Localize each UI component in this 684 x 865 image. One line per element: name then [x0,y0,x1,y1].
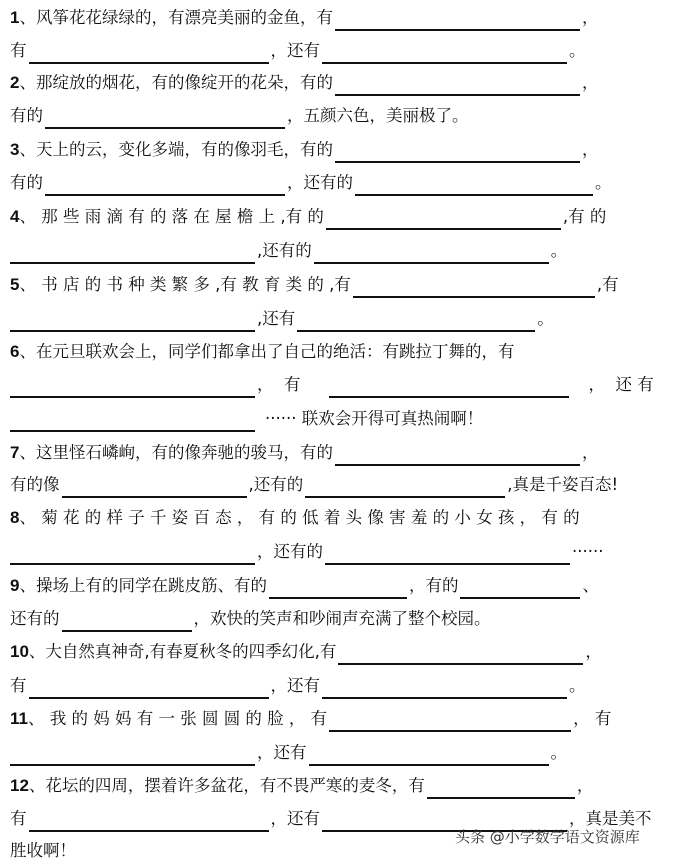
watermark: 头条 @小学数学语文资源库 [455,828,640,846]
answer-blank[interactable] [329,710,571,732]
answer-blank[interactable] [326,208,561,230]
answer-blank[interactable] [322,677,567,699]
answer-blank[interactable] [305,476,505,498]
question-text: 。 [537,309,554,328]
question-6-line-2 [10,372,672,398]
question-text: 。 [595,173,612,192]
answer-blank[interactable] [338,643,583,665]
question-text: 有的 [10,173,43,192]
answer-blank[interactable] [62,610,192,632]
question-text: ， [581,73,599,92]
question-text: 、 我 的 妈 妈 有 一 张 圆 圆 的 脸 ， 有 [27,709,328,728]
question-10-line-1 [10,639,672,665]
question-5-line-1 [10,272,672,298]
question-9-line-2 [10,606,672,632]
answer-blank[interactable] [29,810,269,832]
answer-blank[interactable] [45,107,285,129]
question-text: ，还有 [270,809,320,828]
question-2-line-1 [10,70,672,96]
question-text: ,有 [596,275,619,294]
question-text: ,有 的 [562,207,607,226]
question-text: 有的 [10,106,43,125]
question-text: 、那绽放的烟花，有的像绽开的花朵，有的 [19,73,333,92]
question-4-line-1 [10,204,672,230]
answer-blank[interactable] [427,777,575,799]
question-number: 8 [10,508,20,527]
question-text: 有的像 [10,475,60,494]
question-5-line-2 [10,306,672,332]
question-number: 2 [10,73,20,92]
question-text: ,还有的 [257,241,312,260]
question-number: 6 [10,342,20,361]
question-text: ，真是美不 [569,809,652,828]
question-3-line-1 [10,137,672,163]
question-text: 、大自然真神奇,有春夏秋冬的四季幻化,有 [28,642,337,661]
question-text: 、 菊 花 的 样 子 千 姿 百 态 ， 有 的 低 着 头 像 害 羞 的 小 女 孩 ， 有 的 [19,508,580,527]
question-text: ，还有 [270,676,320,695]
answer-blank[interactable] [45,174,285,196]
question-text: ,还有的 [248,475,304,494]
answer-blank[interactable] [10,744,255,766]
question-text: 、这里怪石嶙峋，有的像奔驰的骏马，有的 [19,443,333,462]
question-2-line-2 [10,103,672,129]
question-text: ，五颜六色，美丽极了。 [287,106,469,125]
answer-blank[interactable] [355,174,593,196]
question-text: ,还有 [257,309,296,328]
answer-blank[interactable] [29,677,269,699]
question-text: 、 [582,576,599,595]
question-text: ， [581,8,599,27]
answer-blank[interactable] [335,74,580,96]
question-number: 7 [10,443,20,462]
question-text: 、操场上有的同学在跳皮筋、有的 [19,576,267,595]
question-text: ，还有的 [257,542,323,561]
question-text: ，有的 [408,576,459,595]
answer-blank[interactable] [353,276,595,298]
question-text: 、 那 些 雨 滴 有 的 落 在 屋 檐 上 ,有 的 [19,207,324,226]
question-text: ， [576,776,594,795]
question-text: ，欢快的笑声和吵闹声充满了整个校园。 [193,609,491,628]
question-text: 还有的 [10,609,60,628]
question-text: ······ 联欢会开得可真热闹啊！ [265,409,484,428]
question-number: 9 [10,576,20,595]
question-text: ······ [572,542,604,561]
question-text: ， [585,642,602,661]
answer-blank[interactable] [329,376,569,398]
question-4-line-2 [10,238,672,264]
question-text: 、天上的云，变化多端，有的像羽毛，有的 [19,140,333,159]
question-7-line-2 [10,472,672,498]
question-text: ，还有的 [287,173,353,192]
answer-blank[interactable] [62,476,247,498]
question-1-line-1 [10,5,672,31]
question-text: ， 有 [257,375,301,394]
answer-blank[interactable] [335,444,580,466]
answer-blank[interactable] [10,543,255,565]
question-text: 、在元旦联欢会上，同学们都拿出了自己的绝活：有跳拉丁舞的，有 [19,342,515,361]
question-text: 有 [10,809,27,828]
question-text: 胜收啊！ [10,841,76,860]
answer-blank[interactable] [314,242,549,264]
question-text: ，还有 [257,743,307,762]
question-9-line-1 [10,573,672,599]
question-11-line-2 [10,740,672,766]
question-number: 10 [10,642,29,661]
question-number: 12 [10,776,29,795]
question-7-line-1 [10,440,672,466]
question-text: ， [581,140,599,159]
question-11-line-1 [10,706,672,732]
question-number: 11 [10,709,28,728]
question-text: ， 还 有 [588,375,654,394]
answer-blank[interactable] [10,410,255,432]
answer-blank[interactable] [460,577,580,599]
answer-blank[interactable] [269,577,407,599]
question-6-line-3 [10,406,672,432]
question-number: 5 [10,275,20,294]
question-3-line-2 [10,170,672,196]
question-text: ，还有 [270,41,320,60]
question-number: 3 [10,140,20,159]
answer-blank[interactable] [29,42,269,64]
answer-blank[interactable] [325,543,570,565]
question-6-line-1 [10,339,672,365]
question-text: ， [581,443,599,462]
question-text: 、 书 店 的 书 种 类 繁 多 ,有 教 育 类 的 ,有 [19,275,351,294]
question-text: 。 [569,676,586,695]
question-text: 。 [550,241,568,260]
question-8-line-2 [10,539,672,565]
answer-blank[interactable] [10,242,255,264]
question-text: 、风筝花花绿绿的，有漂亮美丽的金鱼，有 [19,8,333,27]
question-10-line-2 [10,673,672,699]
question-text: ， 有 [573,709,612,728]
question-1-line-2 [10,38,672,64]
question-text: 有 [10,41,27,60]
answer-blank[interactable] [335,141,580,163]
answer-blank[interactable] [322,42,567,64]
question-number: 4 [10,207,20,226]
question-text: 、花坛的四周，摆着许多盆花，有不畏严寒的麦冬，有 [28,776,425,795]
question-text: 。 [550,743,567,762]
question-text: ,真是千姿百态! [507,475,619,494]
question-8-line-1 [10,505,672,531]
answer-blank[interactable] [309,744,549,766]
answer-blank[interactable] [335,9,580,31]
question-text: 有 [10,676,27,695]
answer-blank[interactable] [297,310,535,332]
question-12-line-1 [10,773,672,799]
question-number: 1 [10,8,20,27]
answer-blank[interactable] [10,310,255,332]
question-text: 。 [569,41,586,60]
answer-blank[interactable] [10,376,255,398]
